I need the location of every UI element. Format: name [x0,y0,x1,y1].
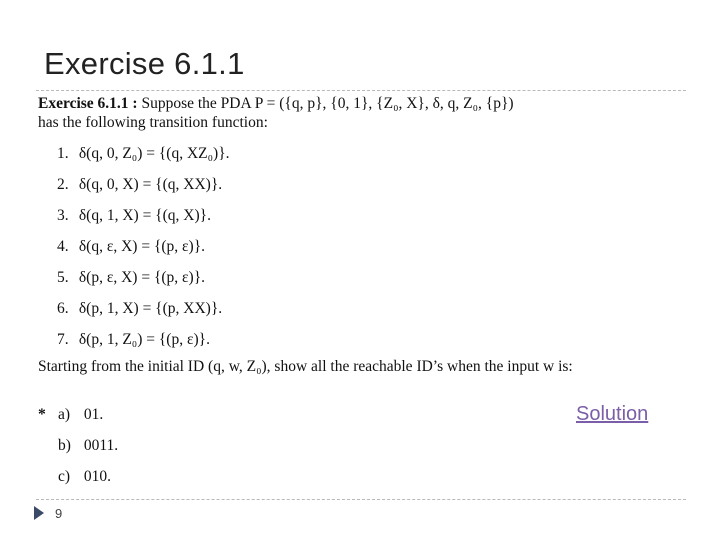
exercise-intro-line1: Suppose the PDA P = ({q, p}, {0, 1}, {Z₀, X}, δ, q, Z₀, {p}) [141,95,514,112]
input-item [38,436,118,467]
triangle-bullet-icon [34,506,44,520]
input-value: 01. [83,406,104,423]
exercise-label: Exercise 6.1.1 : [38,95,138,112]
rule-text: δ(q, 0, X) = {(q, XX)}. [78,176,223,193]
rule-text: δ(q, ε, X) = {(p, ε)}. [78,238,206,255]
input-label: c) [58,468,71,485]
top-divider [36,90,686,91]
transition-rule [57,206,230,237]
rule-text: δ(p, 1, Z₀) = {(p, ε)}. [78,331,210,348]
rule-number: 3. [57,207,69,224]
bottom-divider [36,499,686,500]
input-item [38,467,118,498]
transition-rule [57,144,230,175]
input-label: b) [58,437,71,454]
rule-number: 4. [57,238,69,255]
starting-instruction: Starting from the initial ID (q, w, Z₀), show all the reachable ID’s when the input w is: [38,358,573,375]
transition-rule [57,299,230,330]
slide-title: Exercise 6.1.1 [44,46,245,81]
exercise-intro [38,94,598,132]
rule-number: 1. [57,145,69,162]
input-value: 0011. [83,437,119,454]
exercise-content [38,94,598,485]
rule-number: 6. [57,300,69,317]
transition-rule [57,237,230,268]
transition-rule [57,268,230,299]
rule-text: δ(p, ε, X) = {(p, ε)}. [78,269,206,286]
rule-number: 7. [57,331,69,348]
input-value: 010. [83,468,111,485]
exercise-intro-line2: has the following transition function: [38,114,268,131]
rule-text: δ(q, 0, Z₀) = {(q, XZ₀)}. [78,145,230,162]
transition-rules-list [57,144,230,361]
rule-number: 2. [57,176,69,193]
input-label: a) [58,406,71,423]
solution-link[interactable]: Solution [576,403,649,425]
page-number: 9 [55,506,63,521]
rule-number: 5. [57,269,69,286]
transition-rule [57,330,230,361]
star-marker: * [38,406,46,423]
rule-text: δ(q, 1, X) = {(q, X)}. [78,207,211,224]
transition-rule [57,175,230,206]
input-item [38,405,118,436]
input-list [38,405,118,498]
rule-text: δ(p, 1, X) = {(p, XX)}. [78,300,223,317]
